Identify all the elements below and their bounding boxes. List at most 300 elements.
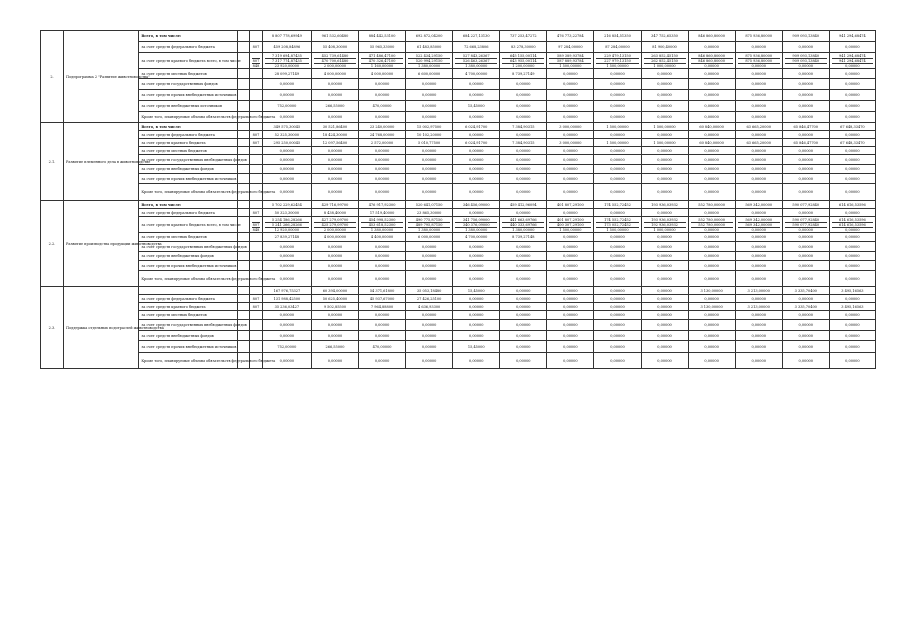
- value-cell: 0,00000: [688, 112, 735, 123]
- value-cell: 0,00000: [782, 184, 829, 201]
- empty-cell: [237, 233, 250, 242]
- value-cell: 3 130,00000: [688, 287, 735, 295]
- value-cell: 0,00000: [547, 295, 594, 303]
- value-cell: 0,00000: [688, 252, 735, 261]
- value-line: 341 756,09000: [455, 218, 497, 223]
- funding-source-label: за счет средств федерального бюджета: [139, 131, 237, 139]
- value-line: 645 155,00114: [502, 54, 544, 59]
- table-row: [41, 101, 876, 112]
- value-cell: 0,00000: [406, 101, 453, 112]
- value-line: 401 807,29100: [549, 218, 591, 223]
- value-cell: 0,00000: [782, 101, 829, 112]
- value-cell: 1 500,00000: [641, 123, 688, 131]
- table-row: [41, 341, 876, 353]
- value-cell: 0,00000: [500, 271, 547, 287]
- funding-source-label: [139, 287, 237, 295]
- value-cell: 18 424,30000: [311, 131, 358, 139]
- table-row: [41, 90, 876, 101]
- value-cell: 0,00000: [547, 101, 594, 112]
- value-cell: 0,00000: [406, 147, 453, 155]
- value-cell: 0,00000: [311, 155, 358, 165]
- value-cell: 0,00000: [406, 353, 453, 369]
- empty-cell: [237, 42, 250, 53]
- table-row: [41, 174, 876, 184]
- value-cell: 0,00000: [735, 101, 782, 112]
- table-row: [41, 31, 876, 42]
- value-cell: 6 000,00000: [406, 233, 453, 242]
- value-cell: 884 442,53100: [359, 31, 406, 42]
- value-cell: 0,00000: [547, 155, 594, 165]
- value-line: 0,00000: [845, 227, 860, 232]
- value-line: 1 000,00000: [653, 63, 676, 68]
- funding-source-label: за счет средств внебюджетных фондов: [139, 252, 237, 261]
- value-cell: [641, 53, 688, 69]
- value-cell: 0,00000: [406, 242, 453, 252]
- value-cell: 1 500,00000: [594, 139, 641, 147]
- value-cell: 684 227,13130: [453, 31, 500, 42]
- value-cell: 0,00000: [262, 79, 311, 90]
- value-line: 1 380,00000: [465, 227, 488, 232]
- table-row: [41, 155, 876, 165]
- value-cell: 3 130,00000: [688, 303, 735, 311]
- value-cell: [782, 217, 829, 233]
- value-cell: 0,00000: [594, 90, 641, 101]
- value-cell: 0,00000: [547, 287, 594, 295]
- value-cell: 0,00000: [406, 165, 453, 174]
- code-line: 807: [252, 58, 260, 63]
- empty-cell: [237, 209, 250, 217]
- value-cell: 0,00000: [782, 131, 829, 139]
- table-row: [41, 233, 876, 242]
- value-cell: 50 625,40000: [311, 295, 358, 303]
- value-cell: 0,00000: [453, 320, 500, 331]
- value-cell: 4 700,00000: [453, 69, 500, 79]
- value-cell: 12 097,56400: [311, 139, 358, 147]
- value-cell: 72 668,23806: [453, 42, 500, 53]
- table-row: [41, 131, 876, 139]
- value-line: 522 434,29150: [408, 54, 450, 59]
- value-cell: 4 700,00000: [453, 233, 500, 242]
- value-cell: 0,00000: [594, 242, 641, 252]
- value-cell: 0,00000: [311, 261, 358, 271]
- value-cell: 0,00000: [547, 311, 594, 320]
- value-cell: 520 641,07150: [406, 201, 453, 209]
- value-cell: 0,00000: [829, 90, 875, 101]
- value-cell: 0,00000: [453, 353, 500, 369]
- value-cell: 0,00000: [500, 209, 547, 217]
- value-cell: 0,00000: [735, 131, 782, 139]
- value-cell: 0,00000: [688, 131, 735, 139]
- agency-code: 807: [250, 139, 263, 147]
- table-row: [41, 320, 876, 331]
- value-cell: 0,00000: [688, 242, 735, 252]
- value-cell: 0,00000: [829, 79, 875, 90]
- value-cell: 0,00000: [453, 209, 500, 217]
- value-line: 590 077,92840: [785, 223, 827, 228]
- empty-cell: [237, 261, 250, 271]
- value-line: 489 795,87150: [408, 223, 450, 228]
- value-cell: 470,00000: [359, 101, 406, 112]
- value-cell: [359, 53, 406, 69]
- value-cell: 6 024,91700: [453, 139, 500, 147]
- funding-source-label: за счет средств прочих внебюджетных источников: [139, 174, 237, 184]
- block-title: Развитие производства продукции животноводства: [64, 201, 139, 287]
- value-cell: 347 752,65350: [641, 31, 688, 42]
- value-cell: 0,00000: [641, 242, 688, 252]
- empty-cell: [237, 201, 250, 209]
- value-cell: 0,00000: [262, 331, 311, 341]
- value-cell: 0,00000: [359, 311, 406, 320]
- value-cell: 7 384,90315: [500, 139, 547, 147]
- value-cell: 8 807 778,69949: [262, 31, 311, 42]
- funding-source-label: за счет средств местных бюджетов: [139, 311, 237, 320]
- empty-cell: [237, 131, 250, 139]
- agency-code: [250, 79, 263, 90]
- value-cell: 1 500,00000: [641, 139, 688, 147]
- table-row: [41, 53, 876, 69]
- value-cell: 0,00000: [594, 287, 641, 295]
- value-cell: 266,55000: [311, 101, 358, 112]
- value-line: 490 775,87150: [408, 218, 450, 223]
- value-cell: 0,00000: [547, 209, 594, 217]
- value-cell: 0,00000: [594, 184, 641, 201]
- value-cell: 0,00000: [262, 271, 311, 287]
- value-cell: [782, 53, 829, 69]
- agency-code: [250, 320, 263, 331]
- value-cell: 0,00000: [641, 112, 688, 123]
- value-cell: 0,00000: [782, 353, 829, 369]
- value-cell: 15 002,97500: [406, 123, 453, 131]
- value-cell: 0,00000: [735, 271, 782, 287]
- value-cell: 0,00000: [359, 112, 406, 123]
- value-cell: 0,00000: [359, 331, 406, 341]
- funding-source-label: за счет средств государственных внебюджетных фондов: [139, 242, 237, 252]
- agency-code: [250, 331, 263, 341]
- value-cell: 0,00000: [453, 112, 500, 123]
- value-cell: 0,00000: [594, 271, 641, 287]
- value-cell: 0,00000: [500, 79, 547, 90]
- table-row: [41, 42, 876, 53]
- funding-source-label: за счет средств прочих внебюджетных источников: [139, 261, 237, 271]
- value-cell: 54 371,61800: [359, 287, 406, 295]
- empty-cell: [237, 303, 250, 311]
- value-cell: [453, 53, 500, 69]
- value-line: 941 294,68474: [832, 54, 873, 59]
- empty-cell: [237, 287, 250, 295]
- value-cell: [829, 53, 875, 69]
- value-cell: 83 278,30000: [500, 42, 547, 53]
- value-cell: 0,00000: [594, 341, 641, 353]
- value-line: 227 979,13150: [596, 59, 638, 64]
- value-cell: 569 342,00000: [735, 201, 782, 209]
- value-cell: 0,00000: [641, 320, 688, 331]
- value-line: 0,00000: [751, 63, 766, 68]
- value-cell: 2 572,00000: [359, 139, 406, 147]
- value-cell: 0,00000: [406, 112, 453, 123]
- value-cell: 0,00000: [782, 90, 829, 101]
- agency-code: [250, 242, 263, 252]
- value-cell: 846 860,80000: [688, 31, 735, 42]
- value-cell: 0,00000: [641, 311, 688, 320]
- agency-code: [250, 90, 263, 101]
- value-cell: 0,00000: [500, 90, 547, 101]
- value-cell: 0,00000: [311, 242, 358, 252]
- value-cell: 0,00000: [641, 271, 688, 287]
- block-number: 2.1.: [41, 123, 64, 201]
- value-cell: 27 426,25100: [406, 295, 453, 303]
- value-cell: 0,00000: [829, 320, 875, 331]
- value-cell: 0,00000: [311, 90, 358, 101]
- value-cell: 0,00000: [688, 42, 735, 53]
- value-cell: 266,55000: [311, 341, 358, 353]
- value-cell: 0,00000: [262, 242, 311, 252]
- agency-code: [250, 123, 263, 131]
- empty-cell: [237, 69, 250, 79]
- value-cell: 0,00000: [262, 165, 311, 174]
- funding-source-label: за счет средств государственных фондов: [139, 79, 237, 90]
- value-cell: 470,00000: [359, 341, 406, 353]
- budget-table: [40, 30, 876, 369]
- value-line: 174 552,72452: [596, 218, 638, 223]
- value-cell: 0,00000: [547, 79, 594, 90]
- value-cell: 0,00000: [688, 311, 735, 320]
- value-cell: 459 412,96094: [500, 201, 547, 209]
- value-cell: [594, 53, 641, 69]
- value-cell: 0,00000: [594, 147, 641, 155]
- value-cell: [547, 217, 594, 233]
- value-cell: 0,00000: [735, 112, 782, 123]
- value-cell: 17 519,40000: [359, 209, 406, 217]
- value-cell: 0,00000: [359, 79, 406, 90]
- value-cell: 0,00000: [735, 341, 782, 353]
- value-line: 470 700,61480: [314, 59, 356, 64]
- value-cell: 0,00000: [829, 233, 875, 242]
- value-cell: 0,00000: [594, 233, 641, 242]
- value-line: 552 780,00000: [691, 218, 733, 223]
- value-cell: 0,00000: [641, 155, 688, 165]
- value-cell: 55 408,30000: [311, 42, 358, 53]
- value-cell: 27 839,27148: [262, 233, 311, 242]
- value-cell: 0,00000: [829, 271, 875, 287]
- value-cell: 0,00000: [453, 271, 500, 287]
- value-cell: 0,00000: [500, 261, 547, 271]
- value-line: 1 380,00000: [512, 227, 535, 232]
- funding-source-label: Всего, в том числе:: [139, 123, 237, 131]
- table-row: [41, 353, 876, 369]
- value-cell: 0,00000: [641, 331, 688, 341]
- agency-code: 807: [250, 295, 263, 303]
- value-cell: 0,00000: [547, 341, 594, 353]
- value-cell: 552 780,00000: [688, 201, 735, 209]
- value-cell: 0,00000: [500, 287, 547, 295]
- value-cell: 0,00000: [262, 320, 311, 331]
- value-cell: 0,00000: [829, 341, 875, 353]
- table-row: [41, 217, 876, 233]
- value-cell: 0,00000: [829, 353, 875, 369]
- funding-source-label: за счет средств местных бюджетов: [139, 69, 237, 79]
- value-cell: 0,00000: [500, 242, 547, 252]
- value-cell: 0,00000: [688, 69, 735, 79]
- value-cell: 0,00000: [641, 165, 688, 174]
- empty-cell: [237, 90, 250, 101]
- value-cell: 0,00000: [359, 174, 406, 184]
- funding-source-label: Кроме того, планируемые объемы обязательств федерального бюджета: [139, 112, 237, 123]
- value-cell: [359, 217, 406, 233]
- value-cell: 1 500,00000: [594, 123, 641, 131]
- value-line: 452 739,61480: [314, 54, 356, 59]
- value-line: 1 000,00000: [653, 227, 676, 232]
- value-cell: 0,00000: [547, 69, 594, 79]
- value-line: 7 317 774,87435: [265, 59, 309, 64]
- table-row: [41, 165, 876, 174]
- value-cell: 0,00000: [735, 79, 782, 90]
- table-row: [41, 79, 876, 90]
- value-cell: 0,00000: [500, 165, 547, 174]
- agency-code: [250, 261, 263, 271]
- value-cell: 346 456,09000: [453, 201, 500, 209]
- value-cell: 0,00000: [594, 112, 641, 123]
- value-cell: 0,00000: [500, 311, 547, 320]
- funding-source-label: Кроме того, планируемые объемы обязательств федерального бюджета: [139, 353, 237, 369]
- value-cell: 0,00000: [359, 261, 406, 271]
- value-cell: 0,00000: [359, 242, 406, 252]
- agency-code: [250, 311, 263, 320]
- value-line: 441 663,69766: [502, 218, 544, 223]
- value-cell: 0,00000: [359, 252, 406, 261]
- value-cell: 3 335,70400: [782, 287, 829, 295]
- agency-code: 807: [250, 303, 263, 311]
- table-row: [41, 184, 876, 201]
- agency-code: [250, 252, 263, 261]
- value-cell: 0,00000: [262, 155, 311, 165]
- value-cell: 167 976,75327: [262, 287, 311, 295]
- value-cell: [262, 217, 311, 233]
- value-cell: 0,00000: [262, 174, 311, 184]
- table-row: [41, 261, 876, 271]
- value-line: 520 994,29150: [408, 59, 450, 64]
- value-cell: 0,00000: [453, 242, 500, 252]
- table-row: [41, 271, 876, 287]
- value-line: 589 389,93784: [549, 54, 591, 59]
- value-cell: 0,00000: [782, 79, 829, 90]
- value-cell: 55 965,33000: [359, 42, 406, 53]
- value-line: 0,00000: [704, 63, 719, 68]
- value-cell: 0,00000: [829, 174, 875, 184]
- value-cell: 23 240,00000: [359, 123, 406, 131]
- value-cell: 0,00000: [829, 155, 875, 165]
- value-cell: 65 846,47700: [782, 123, 829, 131]
- value-cell: 0,00000: [547, 320, 594, 331]
- funding-source-label: Всего, в том числе:: [139, 201, 237, 209]
- agency-code: [250, 217, 263, 233]
- value-cell: 0,00000: [735, 174, 782, 184]
- value-line: 0,00000: [798, 227, 814, 232]
- value-cell: 0,00000: [688, 155, 735, 165]
- value-cell: 0,00000: [688, 331, 735, 341]
- value-line: 1 380,00000: [418, 63, 441, 68]
- value-cell: 0,00000: [311, 112, 358, 123]
- value-cell: 0,00000: [735, 90, 782, 101]
- value-cell: 0,00000: [829, 131, 875, 139]
- value-cell: 60 840,00000: [688, 123, 735, 131]
- value-line: 7 319 694,87435: [265, 54, 309, 59]
- empty-cell: [237, 101, 250, 112]
- value-line: 425 279,09700: [314, 223, 356, 228]
- value-cell: 0,00000: [735, 320, 782, 331]
- value-cell: 0,00000: [829, 147, 875, 155]
- value-cell: 0,00000: [311, 79, 358, 90]
- value-cell: 0,00000: [782, 42, 829, 53]
- funding-source-label: за счет средств краевого бюджета: [139, 303, 237, 311]
- value-line: 1 500,00000: [606, 227, 629, 232]
- value-cell: 0,00000: [641, 174, 688, 184]
- value-cell: 0,00000: [688, 295, 735, 303]
- value-cell: 8 739,27148: [500, 233, 547, 242]
- agency-code: 807: [250, 209, 263, 217]
- value-cell: 0,00000: [594, 303, 641, 311]
- value-cell: 0,00000: [594, 131, 641, 139]
- value-cell: 0,00000: [359, 184, 406, 201]
- value-cell: 0,00000: [406, 311, 453, 320]
- value-line: 440 333,69766: [502, 223, 544, 228]
- value-cell: 0,00000: [594, 295, 641, 303]
- value-cell: 216 854,51350: [594, 31, 641, 42]
- value-cell: 0,00000: [641, 131, 688, 139]
- value-cell: 0,00000: [594, 353, 641, 369]
- value-cell: 0,00000: [641, 90, 688, 101]
- value-cell: 0,00000: [453, 295, 500, 303]
- value-cell: [829, 217, 875, 233]
- value-cell: 0,00000: [782, 155, 829, 165]
- value-cell: 24 768,00000: [359, 131, 406, 139]
- value-cell: 0,00000: [782, 69, 829, 79]
- agency-code: [250, 147, 263, 155]
- empty-cell: [237, 331, 250, 341]
- value-line: 1 500,00000: [606, 63, 629, 68]
- value-cell: [262, 53, 311, 69]
- value-cell: 0,00000: [735, 69, 782, 79]
- value-cell: 6 600,00000: [406, 69, 453, 79]
- value-cell: 0,00000: [641, 353, 688, 369]
- value-cell: 0,00000: [594, 79, 641, 90]
- value-cell: 30 521,86400: [311, 123, 358, 131]
- value-cell: [641, 217, 688, 233]
- funding-source-label: Кроме того, планируемые объемы обязательств федерального бюджета: [139, 271, 237, 287]
- value-cell: 0,00000: [359, 155, 406, 165]
- value-cell: 0,00000: [406, 184, 453, 201]
- value-cell: 4 000,00000: [311, 233, 358, 242]
- value-line: 2 000,00000: [323, 227, 347, 232]
- value-cell: 0,00000: [547, 242, 594, 252]
- agency-code: [250, 201, 263, 209]
- value-cell: 0,00000: [735, 261, 782, 271]
- value-cell: 0,00000: [359, 165, 406, 174]
- value-cell: 0,00000: [453, 261, 500, 271]
- value-line: 587 889,93784: [549, 59, 591, 64]
- value-cell: 0,00000: [406, 155, 453, 165]
- value-cell: 0,00000: [500, 341, 547, 353]
- value-cell: 0,00000: [829, 112, 875, 123]
- funding-source-label: за счет средств краевого бюджета: [139, 139, 237, 147]
- value-cell: 0,00000: [500, 320, 547, 331]
- value-cell: 0,00000: [262, 261, 311, 271]
- value-cell: 0,00000: [406, 174, 453, 184]
- value-cell: 0,00000: [641, 261, 688, 271]
- value-cell: 0,00000: [311, 184, 358, 201]
- value-cell: 0,00000: [406, 320, 453, 331]
- value-line: 173 052,72452: [596, 223, 638, 228]
- value-line: 909 093,13840: [785, 54, 827, 59]
